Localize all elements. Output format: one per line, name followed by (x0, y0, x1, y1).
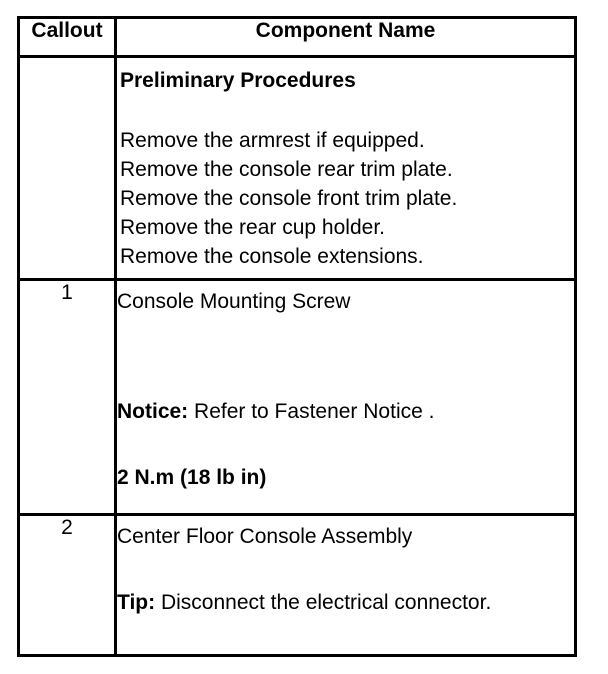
tip-text: Disconnect the electrical connector. (155, 591, 492, 614)
preliminary-step: Remove the rear cup holder. (120, 216, 385, 239)
tip-line (117, 588, 574, 617)
preliminary-step: Remove the console rear trim plate. (120, 158, 453, 181)
preliminary-title: Preliminary Procedures (120, 69, 356, 92)
tip-label: Tip: (117, 591, 156, 614)
component-name: Center Floor Console Assembly (117, 525, 413, 548)
callout-header: Callout (19, 18, 116, 57)
callout-number: 2 (19, 515, 116, 656)
torque-spec: 2 N.m (18 lb in) (117, 466, 267, 489)
table-row (19, 515, 576, 656)
component-name: Console Mounting Screw (117, 290, 351, 313)
component-cell (116, 515, 576, 656)
notice-label: Notice: (117, 400, 189, 423)
preliminary-step: Remove the armrest if equipped. (120, 129, 425, 152)
preliminary-steps (120, 126, 574, 271)
component-name-header: Component Name (116, 18, 576, 57)
preliminary-step: Remove the console front trim plate. (120, 187, 458, 210)
preliminary-step: Remove the console extensions. (120, 245, 424, 268)
preliminary-callout-cell (19, 57, 116, 280)
header-row (19, 18, 576, 57)
component-cell (116, 280, 576, 515)
notice-line (117, 397, 574, 426)
procedure-table (17, 16, 577, 657)
notice-text: Refer to Fastener Notice . (188, 400, 435, 423)
preliminary-row (19, 57, 576, 280)
table-row (19, 280, 576, 515)
callout-number: 1 (19, 280, 116, 515)
preliminary-cell (116, 57, 576, 280)
